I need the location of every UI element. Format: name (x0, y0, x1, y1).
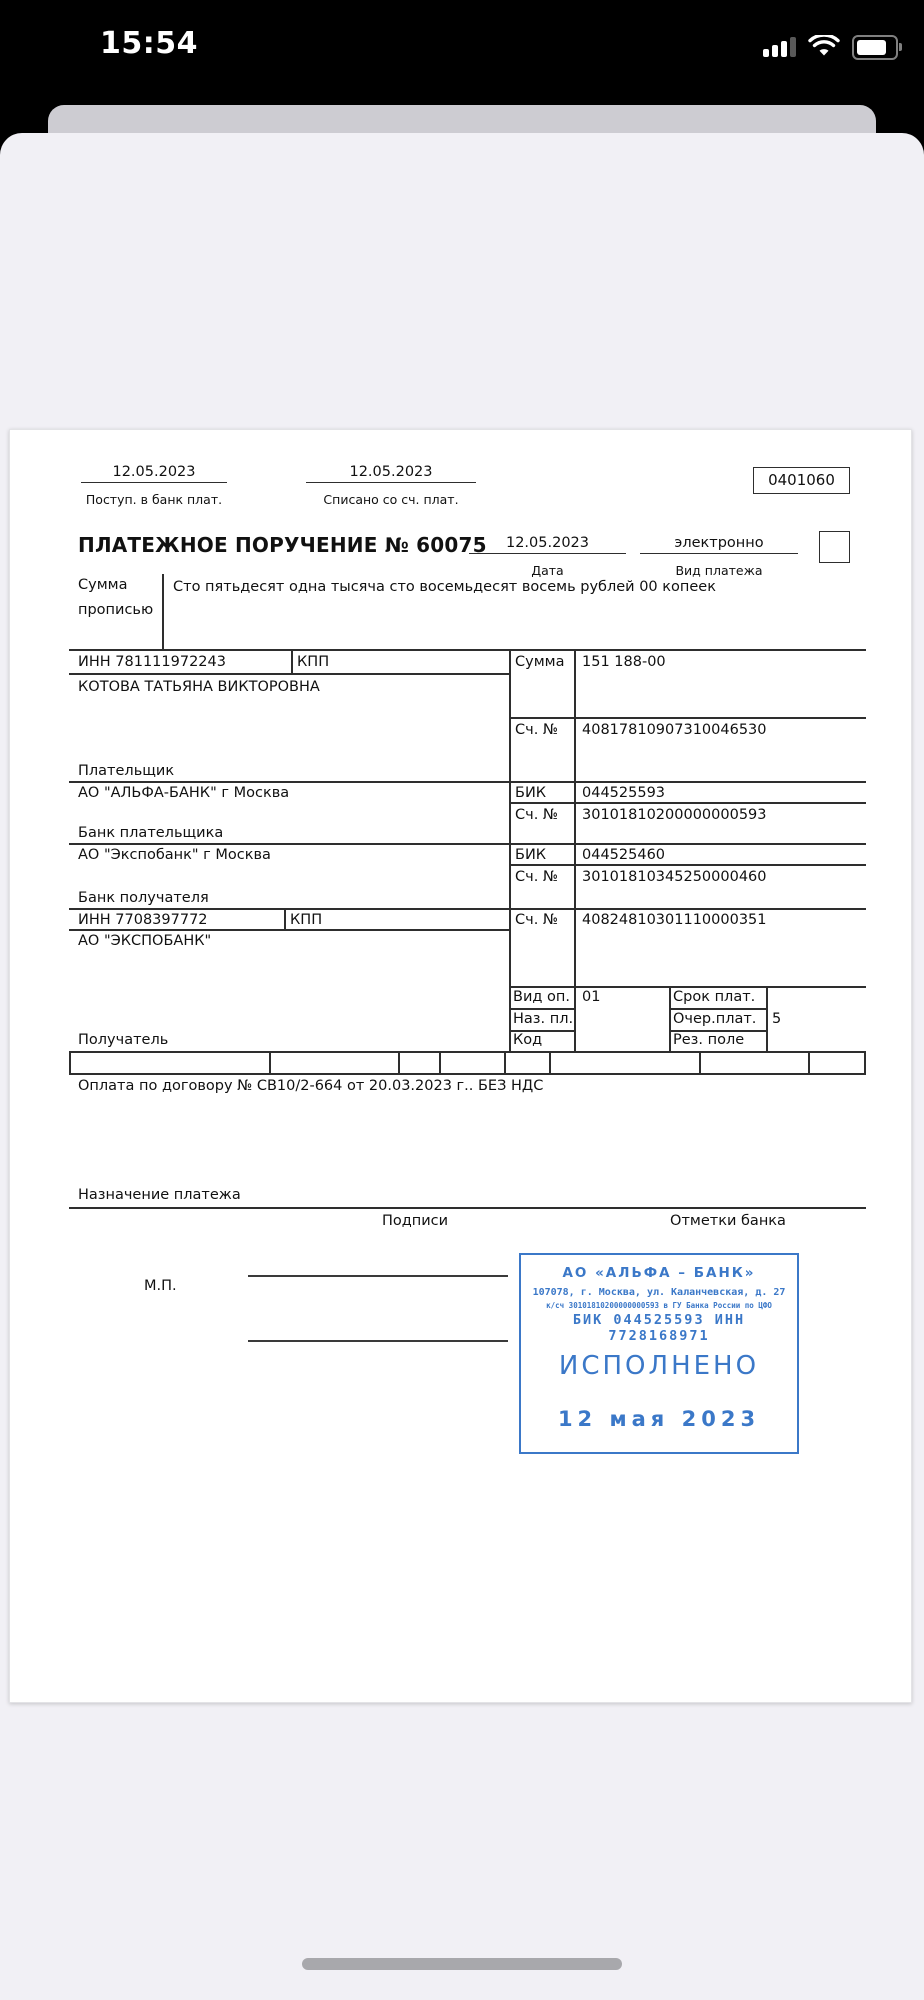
column-line (766, 986, 768, 1051)
sum-label: Сумма (515, 654, 565, 670)
payee-bank-section-label: Банк получателя (78, 890, 209, 906)
payer-kpp-label: КПП (297, 654, 330, 670)
amount-words-label-1: Сумма (78, 577, 128, 593)
strip-divider (398, 1051, 400, 1073)
amount-words-divider (162, 574, 164, 649)
table-line (69, 1051, 866, 1053)
payee-section-label: Получатель (78, 1032, 169, 1048)
form-code-box: 0401060 (753, 467, 850, 494)
purpose-underline (69, 1207, 866, 1209)
payee-bank-bik-label: БИК (515, 847, 547, 863)
amount-words: Сто пятьдесят одна тысяча сто восемьдесят восемь рублей 00 копеек (173, 579, 716, 595)
payer-bank-corr-label: Сч. № (515, 807, 558, 823)
table-line (69, 843, 866, 845)
bank-marks-label: Отметки банка (670, 1213, 786, 1229)
purpose-code-label: Наз. пл. (513, 1011, 574, 1027)
column-line (669, 986, 671, 1051)
payee-account: 40824810301110000351 (582, 912, 767, 928)
payer-bank-name: АО "АЛЬФА-БАНК" г Москва (78, 785, 290, 801)
strip-divider (504, 1051, 506, 1073)
stamp-address: 107078, г. Москва, ул. Каланчевская, д. 27 (532, 1287, 786, 1298)
payment-kind-label: Вид платежа (675, 563, 763, 578)
table-line (69, 1073, 866, 1075)
table-line (69, 649, 866, 651)
debited-date-label: Списано со сч. плат. (323, 492, 459, 507)
table-line (509, 986, 866, 988)
payment-kind-checkbox (819, 531, 850, 563)
table-line (69, 929, 511, 931)
op-type: 01 (582, 989, 601, 1005)
payer-inn: ИНН 781111972243 (78, 654, 226, 670)
bank-stamp (519, 1253, 799, 1454)
battery-icon (852, 35, 898, 60)
stamp-place-label: М.П. (144, 1278, 177, 1294)
payee-bank-corr: 30101810345250000460 (582, 869, 767, 885)
strip-divider (808, 1051, 810, 1073)
payee-bank-corr-label: Сч. № (515, 869, 558, 885)
purpose-section-label: Назначение платежа (78, 1187, 241, 1203)
home-indicator[interactable] (302, 1958, 622, 1970)
strip-divider (864, 1051, 866, 1073)
signatures-label: Подписи (381, 1213, 449, 1229)
due-label: Срок плат. (673, 989, 756, 1005)
received-date-label: Поступ. в банк плат. (85, 492, 223, 507)
payee-name: АО "ЭКСПОБАНК" (78, 933, 212, 949)
stamp-bik-inn: БИК 044525593 ИНН 7728168971 (572, 1312, 746, 1344)
payee-bank-name: АО "Экспобанк" г Москва (78, 847, 271, 863)
payee-bank-bik: 044525460 (582, 847, 666, 863)
signature-line-2 (248, 1340, 508, 1342)
table-line (69, 673, 511, 675)
payer-account-label: Сч. № (515, 722, 558, 738)
strip-divider (69, 1051, 71, 1073)
payer-name: КОТОВА ТАТЬЯНА ВИКТОРОВНА (78, 679, 320, 695)
sum-value: 151 188-00 (582, 654, 666, 670)
payer-section-label: Плательщик (78, 763, 175, 779)
payer-bank-corr: 30101810200000000593 (582, 807, 767, 823)
code-label: Код (513, 1032, 543, 1048)
amount-words-label-2: прописью (78, 602, 154, 618)
payment-order-page (9, 429, 912, 1703)
table-line (669, 1008, 767, 1010)
stamp-date: 12 мая 2023 (557, 1407, 761, 1431)
status-icons (763, 34, 898, 60)
strip-divider (549, 1051, 551, 1073)
table-line (509, 802, 866, 804)
page-title: ПЛАТЕЖНОЕ ПОРУЧЕНИЕ № 60075 (78, 533, 487, 557)
kpp-divider (291, 649, 293, 673)
payee-inn: ИНН 7708397772 (78, 912, 208, 928)
table-line (509, 1008, 575, 1010)
strip-divider (269, 1051, 271, 1073)
stamp-status: ИСПОЛНЕНО (558, 1351, 760, 1381)
status-bar (0, 0, 924, 105)
cellular-signal-icon (763, 37, 796, 57)
table-line (509, 864, 866, 866)
kpp-divider-2 (284, 908, 286, 929)
column-line (574, 649, 576, 1051)
wifi-icon (808, 35, 840, 59)
op-type-label: Вид оп. (513, 989, 570, 1005)
stamp-corr-line: к/сч 30101810200000000593 в ГУ Банка России по ЦФО (546, 1301, 772, 1310)
strip-divider (699, 1051, 701, 1073)
table-line (509, 717, 866, 719)
table-line (69, 781, 866, 783)
order-label: Очер.плат. (673, 1011, 757, 1027)
order-value: 5 (772, 1011, 782, 1027)
column-line (509, 649, 511, 1051)
stamp-bank-name: АО «АЛЬФА – БАНК» (562, 1265, 756, 1281)
clock: 15:54 (100, 26, 198, 61)
payment-kind: электронно (640, 535, 798, 554)
payee-kpp-label: КПП (290, 912, 323, 928)
doc-date: 12.05.2023 (469, 535, 626, 554)
table-line (69, 908, 866, 910)
payer-bank-bik-label: БИК (515, 785, 547, 801)
payer-bank-section-label: Банк плательщика (78, 825, 224, 841)
payer-account: 40817810907310046530 (582, 722, 767, 738)
received-date: 12.05.2023 (81, 464, 227, 483)
payer-bank-bik: 044525593 (582, 785, 666, 801)
purpose-text: Оплата по договору № СВ10/2-664 от 20.03.2023 г.. БЕЗ НДС (78, 1078, 544, 1094)
strip-divider (439, 1051, 441, 1073)
reserve-label: Рез. поле (673, 1032, 745, 1048)
debited-date: 12.05.2023 (306, 464, 476, 483)
doc-date-label: Дата (531, 563, 564, 578)
signature-line-1 (248, 1275, 508, 1277)
payee-account-label: Сч. № (515, 912, 558, 928)
